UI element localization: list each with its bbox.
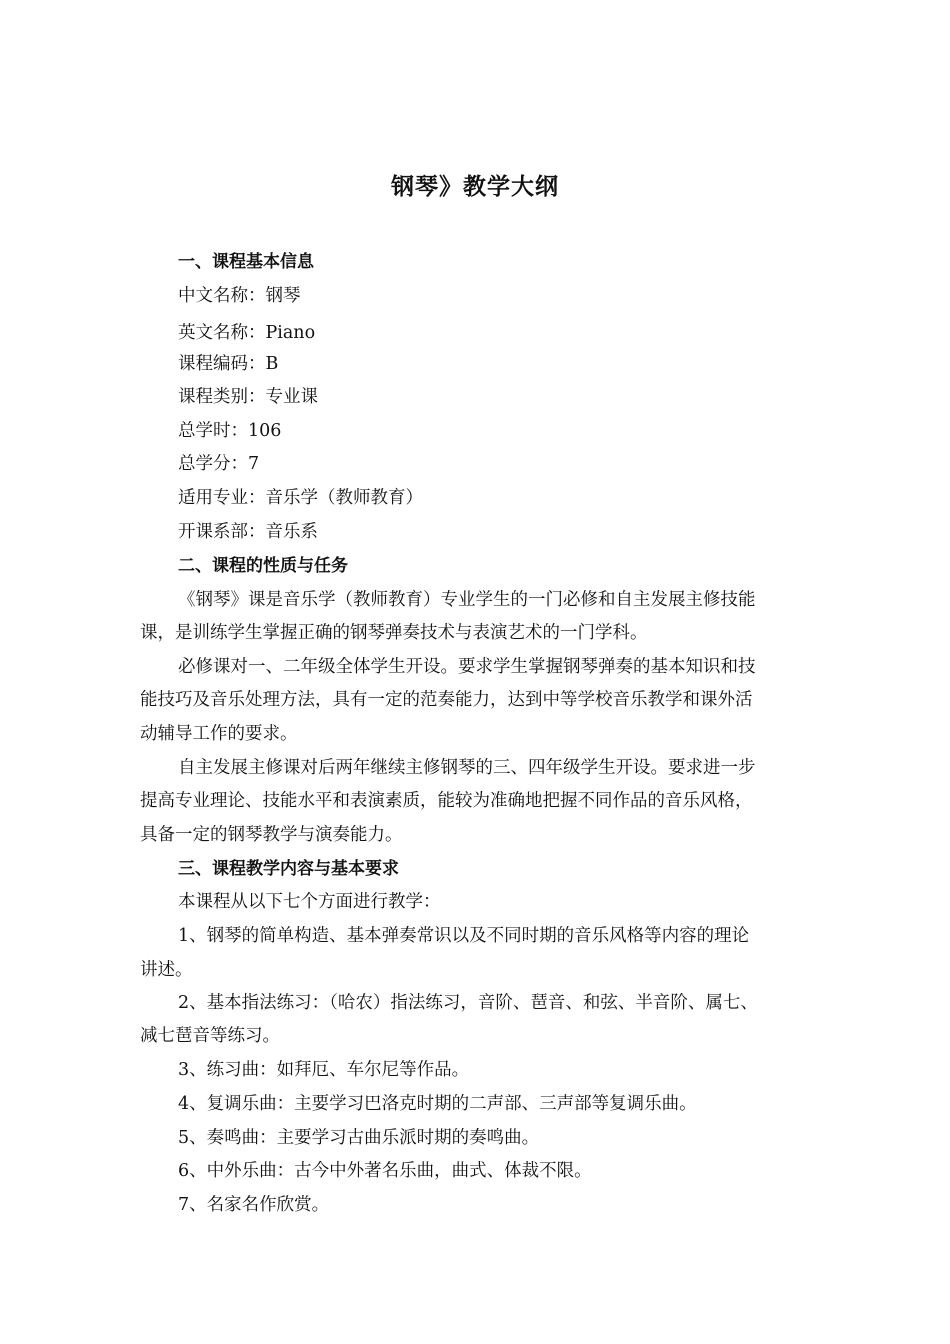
list-item: 5、奏鸣曲：主要学习古曲乐派时期的奏鸣曲。 xyxy=(178,1128,540,1148)
field-english-name: 英文名称：Piano xyxy=(178,323,316,343)
list-item-continuation: 讲述。 xyxy=(140,960,193,980)
section-heading-basic-info: 一、课程基本信息 xyxy=(178,252,314,272)
list-item: 3、练习曲：如拜厄、车尔尼等作品。 xyxy=(178,1060,470,1080)
paragraph-line: 课，是训练学生掌握正确的钢琴弹奏技术与表演艺术的一门学科。 xyxy=(140,623,648,643)
field-total-credits: 总学分：7 xyxy=(178,454,260,474)
paragraph-line: 具备一定的钢琴教学与演奏能力。 xyxy=(140,825,403,845)
field-applicable-major: 适用专业：音乐学（教师教育） xyxy=(178,488,423,508)
paragraph-line: 必修课对一、二年级全体学生开设。要求学生掌握钢琴弹奏的基本知识和技 xyxy=(178,657,756,677)
field-course-code: 课程编码：B xyxy=(178,354,279,374)
document-title: 钢琴》教学大纲 xyxy=(391,174,559,200)
paragraph-line: 动辅导工作的要求。 xyxy=(140,724,298,744)
field-course-category: 课程类别：专业课 xyxy=(178,387,318,407)
field-total-hours: 总学时：106 xyxy=(178,421,282,441)
paragraph-line: 提高专业理论、技能水平和表演素质，能较为准确地把握不同作品的音乐风格， xyxy=(140,791,753,811)
paragraph-line: 能技巧及音乐处理方法，具有一定的范奏能力，达到中等学校音乐教学和课外活 xyxy=(140,690,753,710)
section-heading-nature-tasks: 二、课程的性质与任务 xyxy=(178,556,348,576)
paragraph-line: 自主发展主修课对后两年继续主修钢琴的三、四年级学生开设。要求进一步 xyxy=(178,758,756,778)
list-item: 7、名家名作欣赏。 xyxy=(178,1195,330,1215)
list-item: 6、中外乐曲：古今中外著名乐曲，曲式、体裁不限。 xyxy=(178,1161,592,1181)
list-item: 2、基本指法练习：（哈农）指法练习，音阶、琶音、和弦、半音阶、属七、 xyxy=(178,993,758,1013)
list-item-continuation: 减七琶音等练习。 xyxy=(140,1026,280,1046)
field-department: 开课系部：音乐系 xyxy=(178,522,318,542)
list-item: 1、钢琴的简单构造、基本弹奏常识以及不同时期的音乐风格等内容的理论 xyxy=(178,926,750,946)
section-heading-content-requirements: 三、课程教学内容与基本要求 xyxy=(178,859,399,879)
paragraph-line: 本课程从以下七个方面进行教学： xyxy=(178,892,441,912)
field-chinese-name: 中文名称：钢琴 xyxy=(178,286,301,306)
list-item: 4、复调乐曲：主要学习巴洛克时期的二声部、三声部等复调乐曲。 xyxy=(178,1094,697,1114)
paragraph-line: 《钢琴》课是音乐学（教师教育）专业学生的一门必修和自主发展主修技能 xyxy=(178,590,756,610)
